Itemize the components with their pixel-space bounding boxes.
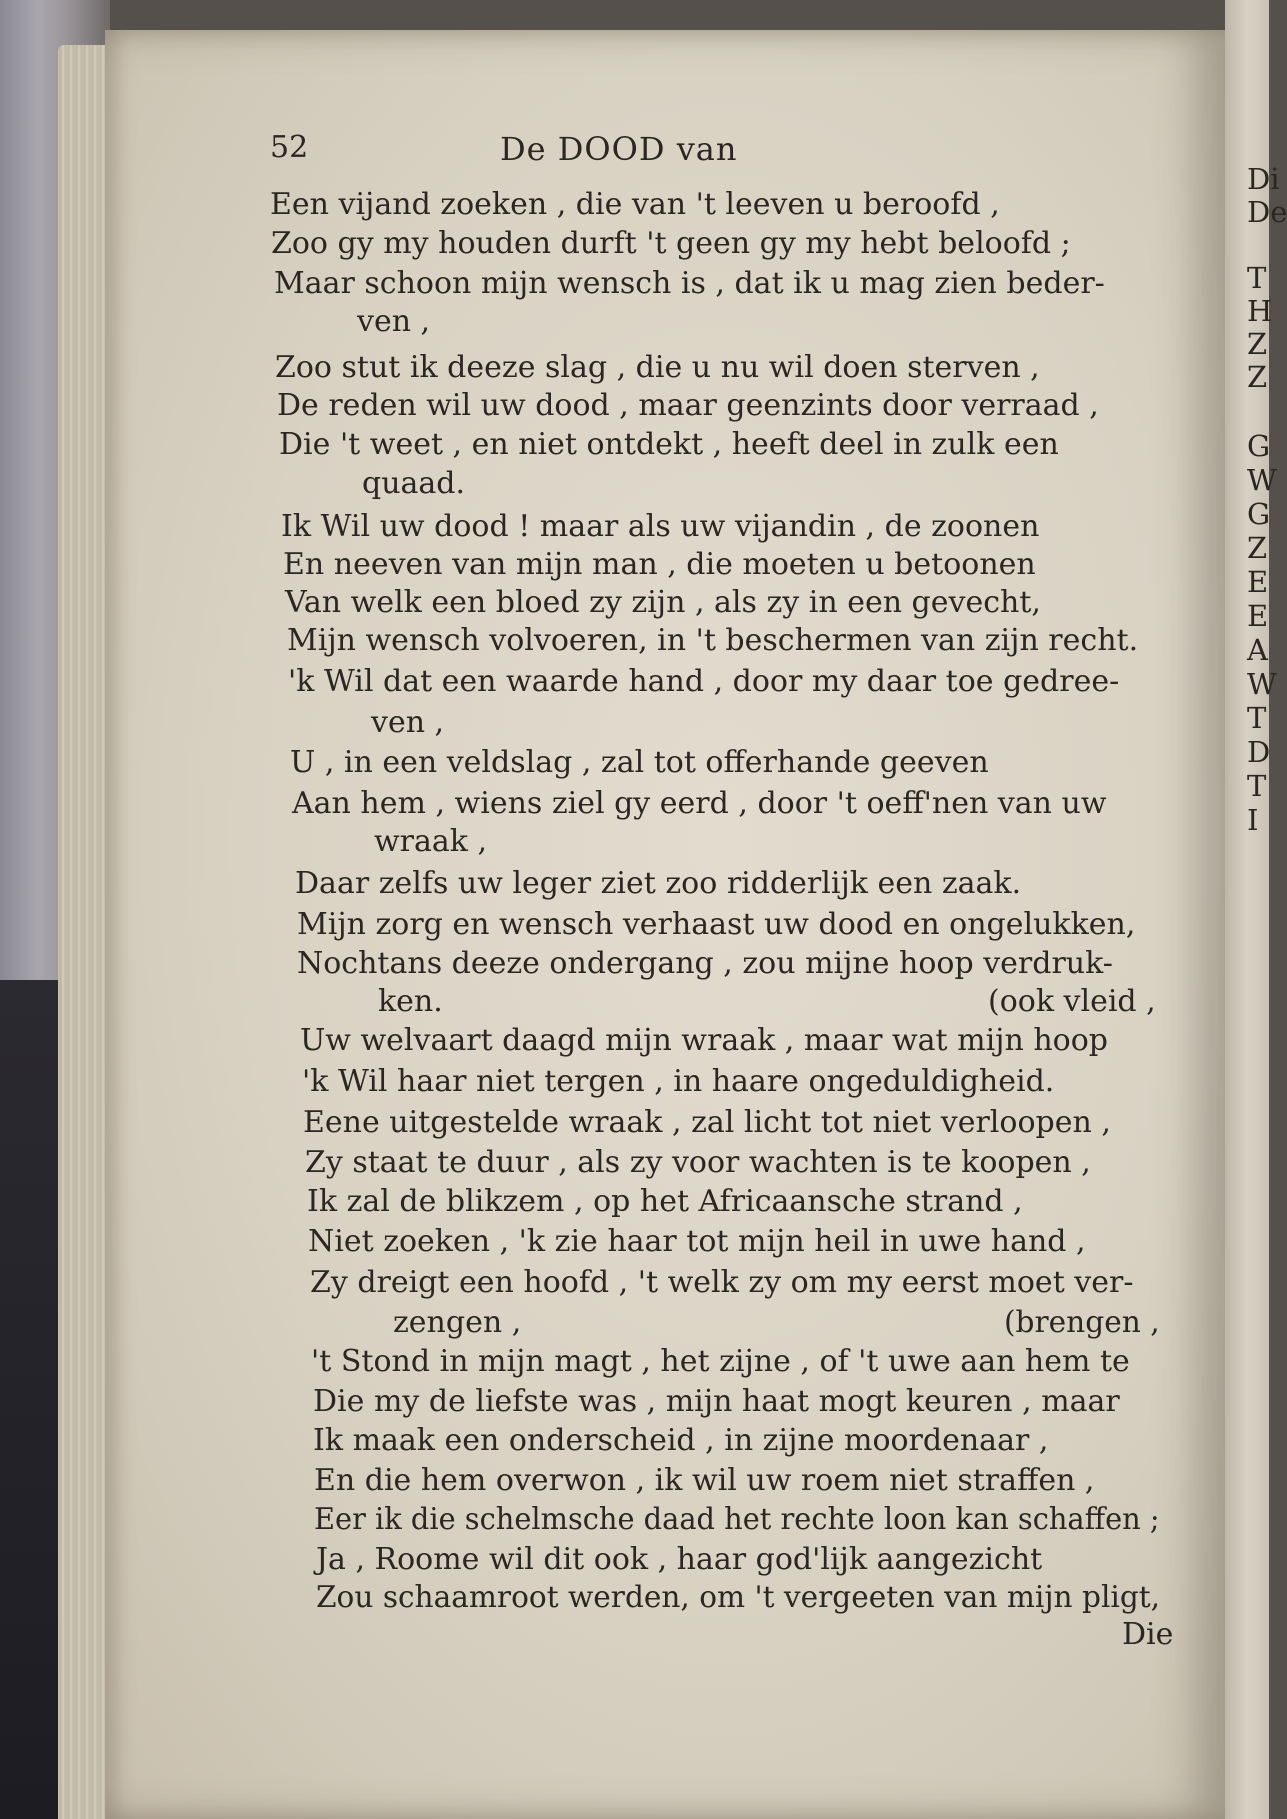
verse-line: Daar zelfs uw leger ziet zoo ridderlijk een zaak. <box>295 866 1022 901</box>
verse-line: Zoo gy my houden durft 't geen gy my hebt beloofd ; <box>271 226 1071 261</box>
next-page-fragment: Z <box>1247 531 1268 565</box>
verse-line: En die hem overwon , ik wil uw roem niet straffen , <box>314 1463 1095 1498</box>
verse-line: ven , <box>371 705 445 740</box>
verse-line: ven , <box>357 304 431 339</box>
verse-line: quaad. <box>362 466 466 501</box>
catchword: Die <box>1122 1617 1174 1652</box>
next-page-fragment: E <box>1247 565 1269 599</box>
next-page-fragment: D <box>1247 735 1271 769</box>
verse-line: Die my de liefste was , mijn haat mogt keuren , maar <box>313 1384 1120 1419</box>
verse-line: Zou schaamroot werden, om 't vergeeten van mijn pligt, <box>316 1580 1161 1615</box>
next-page-fragment: De <box>1247 195 1287 229</box>
next-page-fragment: I <box>1247 803 1259 837</box>
verse-line: Niet zoeken , 'k zie haar tot mijn heil in uwe hand , <box>308 1224 1086 1259</box>
verse-line: Ja , Roome wil dit ook , haar god'lijk aangezicht <box>316 1542 1043 1577</box>
next-page-fragment: Z <box>1247 360 1268 394</box>
verse-line: ken. <box>378 984 443 1019</box>
verse-line: De reden wil uw dood , maar geenzints door verraad , <box>277 388 1099 423</box>
next-page-fragment: W <box>1247 463 1277 497</box>
verse-line: En neeven van mijn man , die moeten u betoonen <box>283 547 1036 582</box>
next-page-fragment: Z <box>1247 327 1268 361</box>
next-page-fragment: A <box>1247 633 1268 667</box>
verse-line: 'k Wil haar niet tergen , in haare ongeduldigheid. <box>302 1064 1055 1099</box>
verse-line: Ik Wil uw dood ! maar als uw vijandin , de zoonen <box>281 509 1040 544</box>
next-page-fragment: T <box>1247 769 1267 803</box>
next-page-fragment: G <box>1247 497 1271 531</box>
next-page-fragment: Di <box>1247 162 1280 196</box>
verse-line: Zoo stut ik deeze slag , die u nu wil doen sterven , <box>275 350 1040 385</box>
verse-line: Een vijand zoeken , die van 't leeven u beroofd , <box>270 187 1000 222</box>
verse-line: Maar schoon mijn wensch is , dat ik u mag zien beder- <box>274 266 1105 301</box>
next-page-fragment: T <box>1247 701 1267 735</box>
verse-line-turnover: (ook vleid , <box>988 984 1156 1019</box>
verse-line: Ik maak een onderscheid , in zijne moordenaar , <box>313 1423 1049 1458</box>
verse-line: Eene uitgestelde wraak , zal licht tot niet verloopen , <box>303 1105 1111 1140</box>
verse-line: Aan hem , wiens ziel gy eerd , door 't oeff'nen van uw <box>292 786 1107 821</box>
verse-line: Zy staat te duur , als zy voor wachten is te koopen , <box>305 1145 1091 1180</box>
verse-line: Eer ik die schelmsche daad het rechte loon kan schaffen ; <box>314 1502 1160 1537</box>
verse-line: Ik zal de blikzem , op het Africaansche strand , <box>307 1184 1023 1219</box>
next-page-fragment: H <box>1247 294 1273 328</box>
next-page-fragment: G <box>1247 429 1271 463</box>
verse-line: Die 't weet , en niet ontdekt , heeft deel in zulk een <box>279 427 1059 462</box>
next-page-edge <box>1225 0 1287 1819</box>
next-page-fragment: T <box>1247 261 1267 295</box>
page-header <box>270 130 910 180</box>
verse-line: Nochtans deeze ondergang , zou mijne hoop verdruk- <box>297 946 1113 981</box>
next-page-fragment: E <box>1247 599 1269 633</box>
verse-line: Uw welvaart daagd mijn wraak , maar wat mijn hoop <box>300 1023 1108 1058</box>
page-number: 52 <box>270 130 309 165</box>
verse-line: zengen , <box>393 1305 522 1340</box>
verse-line: U , in een veldslag , zal tot offerhande geeven <box>290 745 989 780</box>
next-page-fragment: W <box>1247 667 1277 701</box>
running-head: De DOOD van <box>500 130 738 168</box>
verse-line: Van welk een bloed zy zijn , als zy in een gevecht, <box>285 585 1041 620</box>
verse-line: 't Stond in mijn magt , het zijne , of 't uwe aan hem te <box>311 1344 1130 1379</box>
verse-line-turnover: (brengen , <box>1004 1305 1160 1340</box>
verse-line: Mijn wensch volvoeren, in 't beschermen van zijn recht. <box>287 623 1139 658</box>
verse-line: Mijn zorg en wensch verhaast uw dood en ongelukken, <box>297 907 1136 942</box>
verse-line: 'k Wil dat een waarde hand , door my daar toe gedree- <box>288 664 1120 699</box>
verse-line: wraak , <box>374 824 488 859</box>
verse-line: Zy dreigt een hoofd , 't welk zy om my eerst moet ver- <box>310 1265 1134 1300</box>
